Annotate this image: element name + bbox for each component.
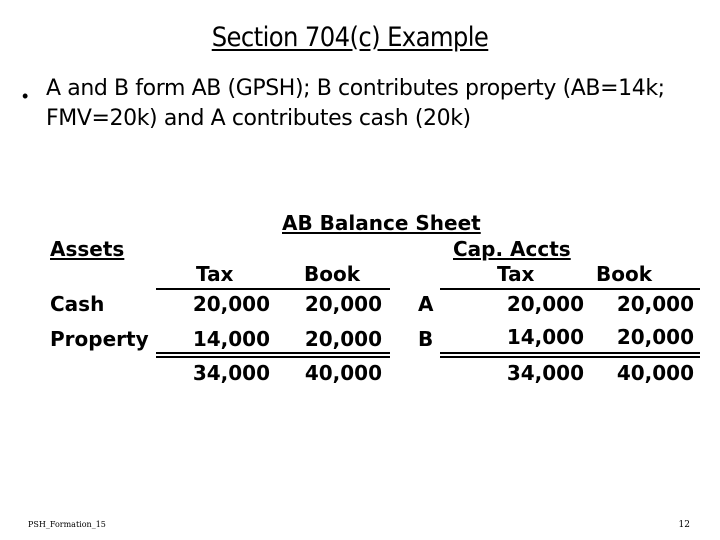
footer-label: PSH_Formation_15: [28, 520, 106, 529]
total-rule-capital-lower: [440, 356, 700, 358]
row-asset-book: 20,000: [304, 327, 382, 351]
balance-sheet-title: AB Balance Sheet: [282, 211, 481, 235]
row-asset-tax: 14,000: [192, 327, 270, 351]
header-rule-assets: [156, 288, 390, 290]
cap-tax-column-header: Tax: [497, 262, 535, 286]
slide-title: Section 704(c) Example: [211, 22, 489, 53]
row-asset-book: 20,000: [304, 292, 382, 316]
total-rule-assets-lower: [156, 356, 390, 358]
header-rule-capital: [440, 288, 700, 290]
total-cap-book: 40,000: [616, 361, 694, 385]
bullet-text: A and B form AB (GPSH); B contributes property (AB=14k; FMV=20k) and A contributes cash (20k): [46, 76, 665, 131]
asset-book-column-header: Book: [304, 262, 361, 286]
row-partner-label: A: [418, 292, 434, 316]
total-cap-tax: 34,000: [506, 361, 584, 385]
row-cap-book: 20,000: [616, 292, 694, 316]
row-cap-tax: 20,000: [506, 292, 584, 316]
cap-book-column-header: Book: [596, 262, 653, 286]
total-asset-tax: 34,000: [192, 361, 270, 385]
cap-accounts-header: Cap. Accts: [453, 237, 571, 261]
row-asset-tax: 20,000: [192, 292, 270, 316]
total-asset-book: 40,000: [304, 361, 382, 385]
row-asset-label: Property: [50, 327, 149, 351]
row-cap-tax: 14,000: [506, 325, 584, 349]
assets-header: Assets: [50, 237, 125, 261]
row-cap-book: 20,000: [616, 325, 694, 349]
row-asset-label: Cash: [50, 292, 105, 316]
total-rule-capital-upper: [440, 352, 700, 354]
asset-tax-column-header: Tax: [196, 262, 234, 286]
bullet-icon: •: [22, 86, 29, 106]
row-partner-label: B: [418, 327, 434, 351]
total-rule-assets-upper: [156, 352, 390, 354]
page-number: 12: [678, 520, 690, 530]
